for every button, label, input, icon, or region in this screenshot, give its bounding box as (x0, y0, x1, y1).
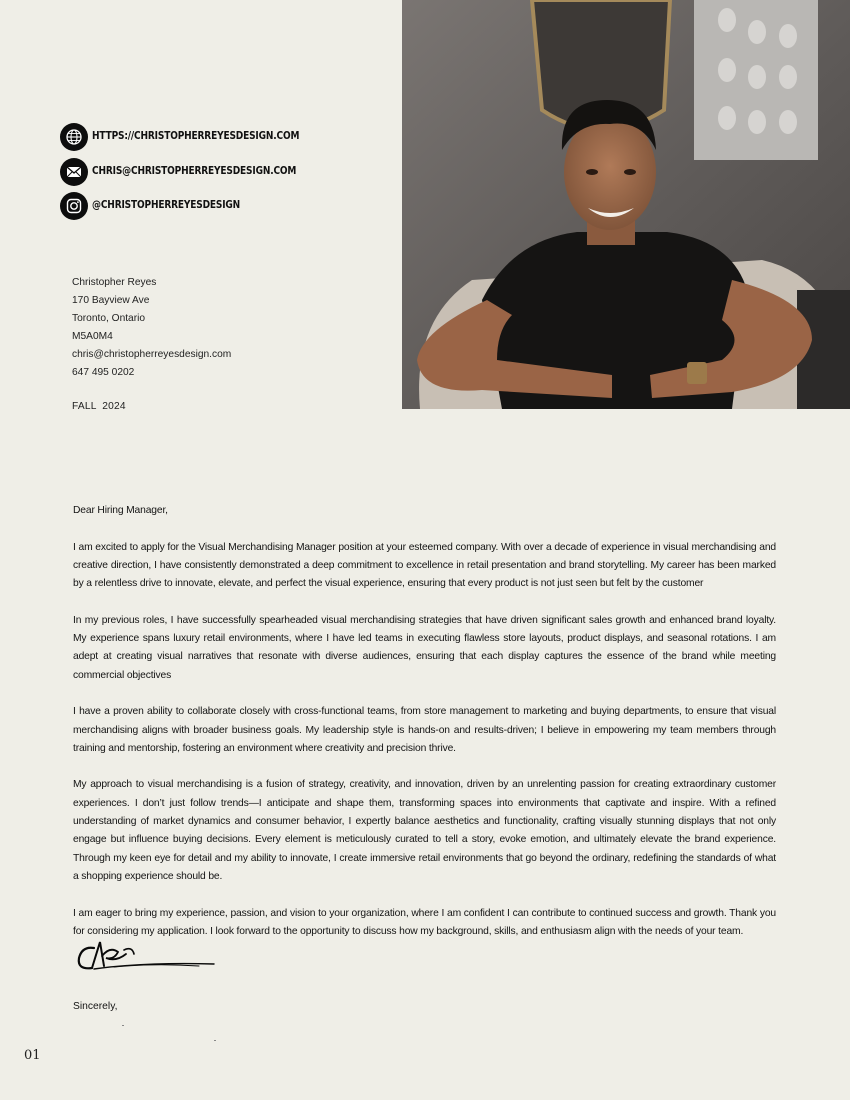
page-number: 01 (24, 1048, 41, 1063)
portrait-illustration (402, 0, 850, 409)
instagram-handle: @CHRISTOPHERREYESDESIGN (92, 198, 241, 211)
letter-body (73, 502, 776, 959)
letter-date: FALL 2024 (72, 401, 126, 412)
sender-postal-code: M5A0M4 (72, 331, 113, 343)
letter-closing: Sincerely, (73, 1001, 118, 1012)
letter-paragraph: In my previous roles, I have successfully spearheaded visual merchandising strategies that have driven significant sales growth and enhanced brand loyalty. My experience spans luxury retail environments, where I have led teams in executing flawless store layouts, product displays, and seasonal rotations. I am adept at creating visual narratives that resonate with diverse audiences, ensuring that each display captures the essence of the brand while meeting commercial objectives (73, 614, 776, 681)
website-url: HTTPS://CHRISTOPHERREYESDESIGN.COM (92, 129, 300, 142)
mail-icon (60, 158, 88, 186)
email-address: CHRIS@CHRISTOPHERREYESDESIGN.COM (92, 164, 297, 177)
letter-paragraph: I am eager to bring my experience, passion, and vision to your organization, where I am confident I can contribute to continued success and growth. Thank you for considering my application. I look forward to the opportunity to discuss how my background, skills, and enthusiasm align with the needs of your team. (73, 907, 776, 937)
letter-paragraph: I am excited to apply for the Visual Merchandising Manager position at your esteemed company. With over a decade of experience in visual merchandising and creative direction, I have consistently demonstrated a deep commitment to excellence in retail presentation and brand storytelling. My career has been marked by a relentless drive to innovate, elevate, and perfect the visual experience, ensuring that every product is not just seen but felt by the customer (73, 541, 776, 590)
handwritten-signature (74, 938, 219, 983)
letter-paragraph: My approach to visual merchandising is a fusion of strategy, creativity, and innovation, driven by an unrelenting passion for creating extraordinary customer experiences. I don’t just follow trends—I anticipate and shape them, transforming spaces into environments that captivate and inspire. With a refined understanding of market dynamics and consumer behavior, I expertly balance aesthetics and functionality, crafting visually stunning displays that not only engage but influence buying decisions. Every element is meticulously curated to tell a story, evoke emotion, and ultimately elevate the brand experience. Through my keen eye for detail and my ability to innovate, I create immersive retail environments that go beyond the ordinary, redefining the standards of what a shopping experience should be. (73, 779, 776, 882)
sender-email: chris@christopherreyesdesign.com (72, 349, 232, 361)
globe-icon (60, 123, 88, 151)
sender-name: Christopher Reyes (72, 277, 157, 288)
sender-city: Toronto, Ontario (72, 313, 146, 325)
print-speck (122, 1025, 124, 1026)
portrait-photo (402, 0, 850, 409)
website-link[interactable] (60, 123, 380, 151)
sender-phone: 647 495 0202 (72, 367, 135, 379)
letter-greeting: Dear Hiring Manager, (73, 505, 168, 516)
print-speck (214, 1040, 216, 1041)
sender-street: 170 Bayview Ave (72, 295, 150, 307)
instagram-link[interactable] (60, 192, 380, 220)
instagram-icon (60, 192, 88, 220)
sender-address (72, 274, 231, 383)
letter-paragraph: I have a proven ability to collaborate closely with cross-functional teams, from store management to marketing and buying departments, to ensure that visual merchandising aligns with broader business goals. My leadership style is hands-on and results-driven; I believe in empowering my team members through training and mentorship, fostering an environment where creativity and precision thrive. (73, 706, 776, 754)
email-link[interactable] (60, 158, 380, 186)
